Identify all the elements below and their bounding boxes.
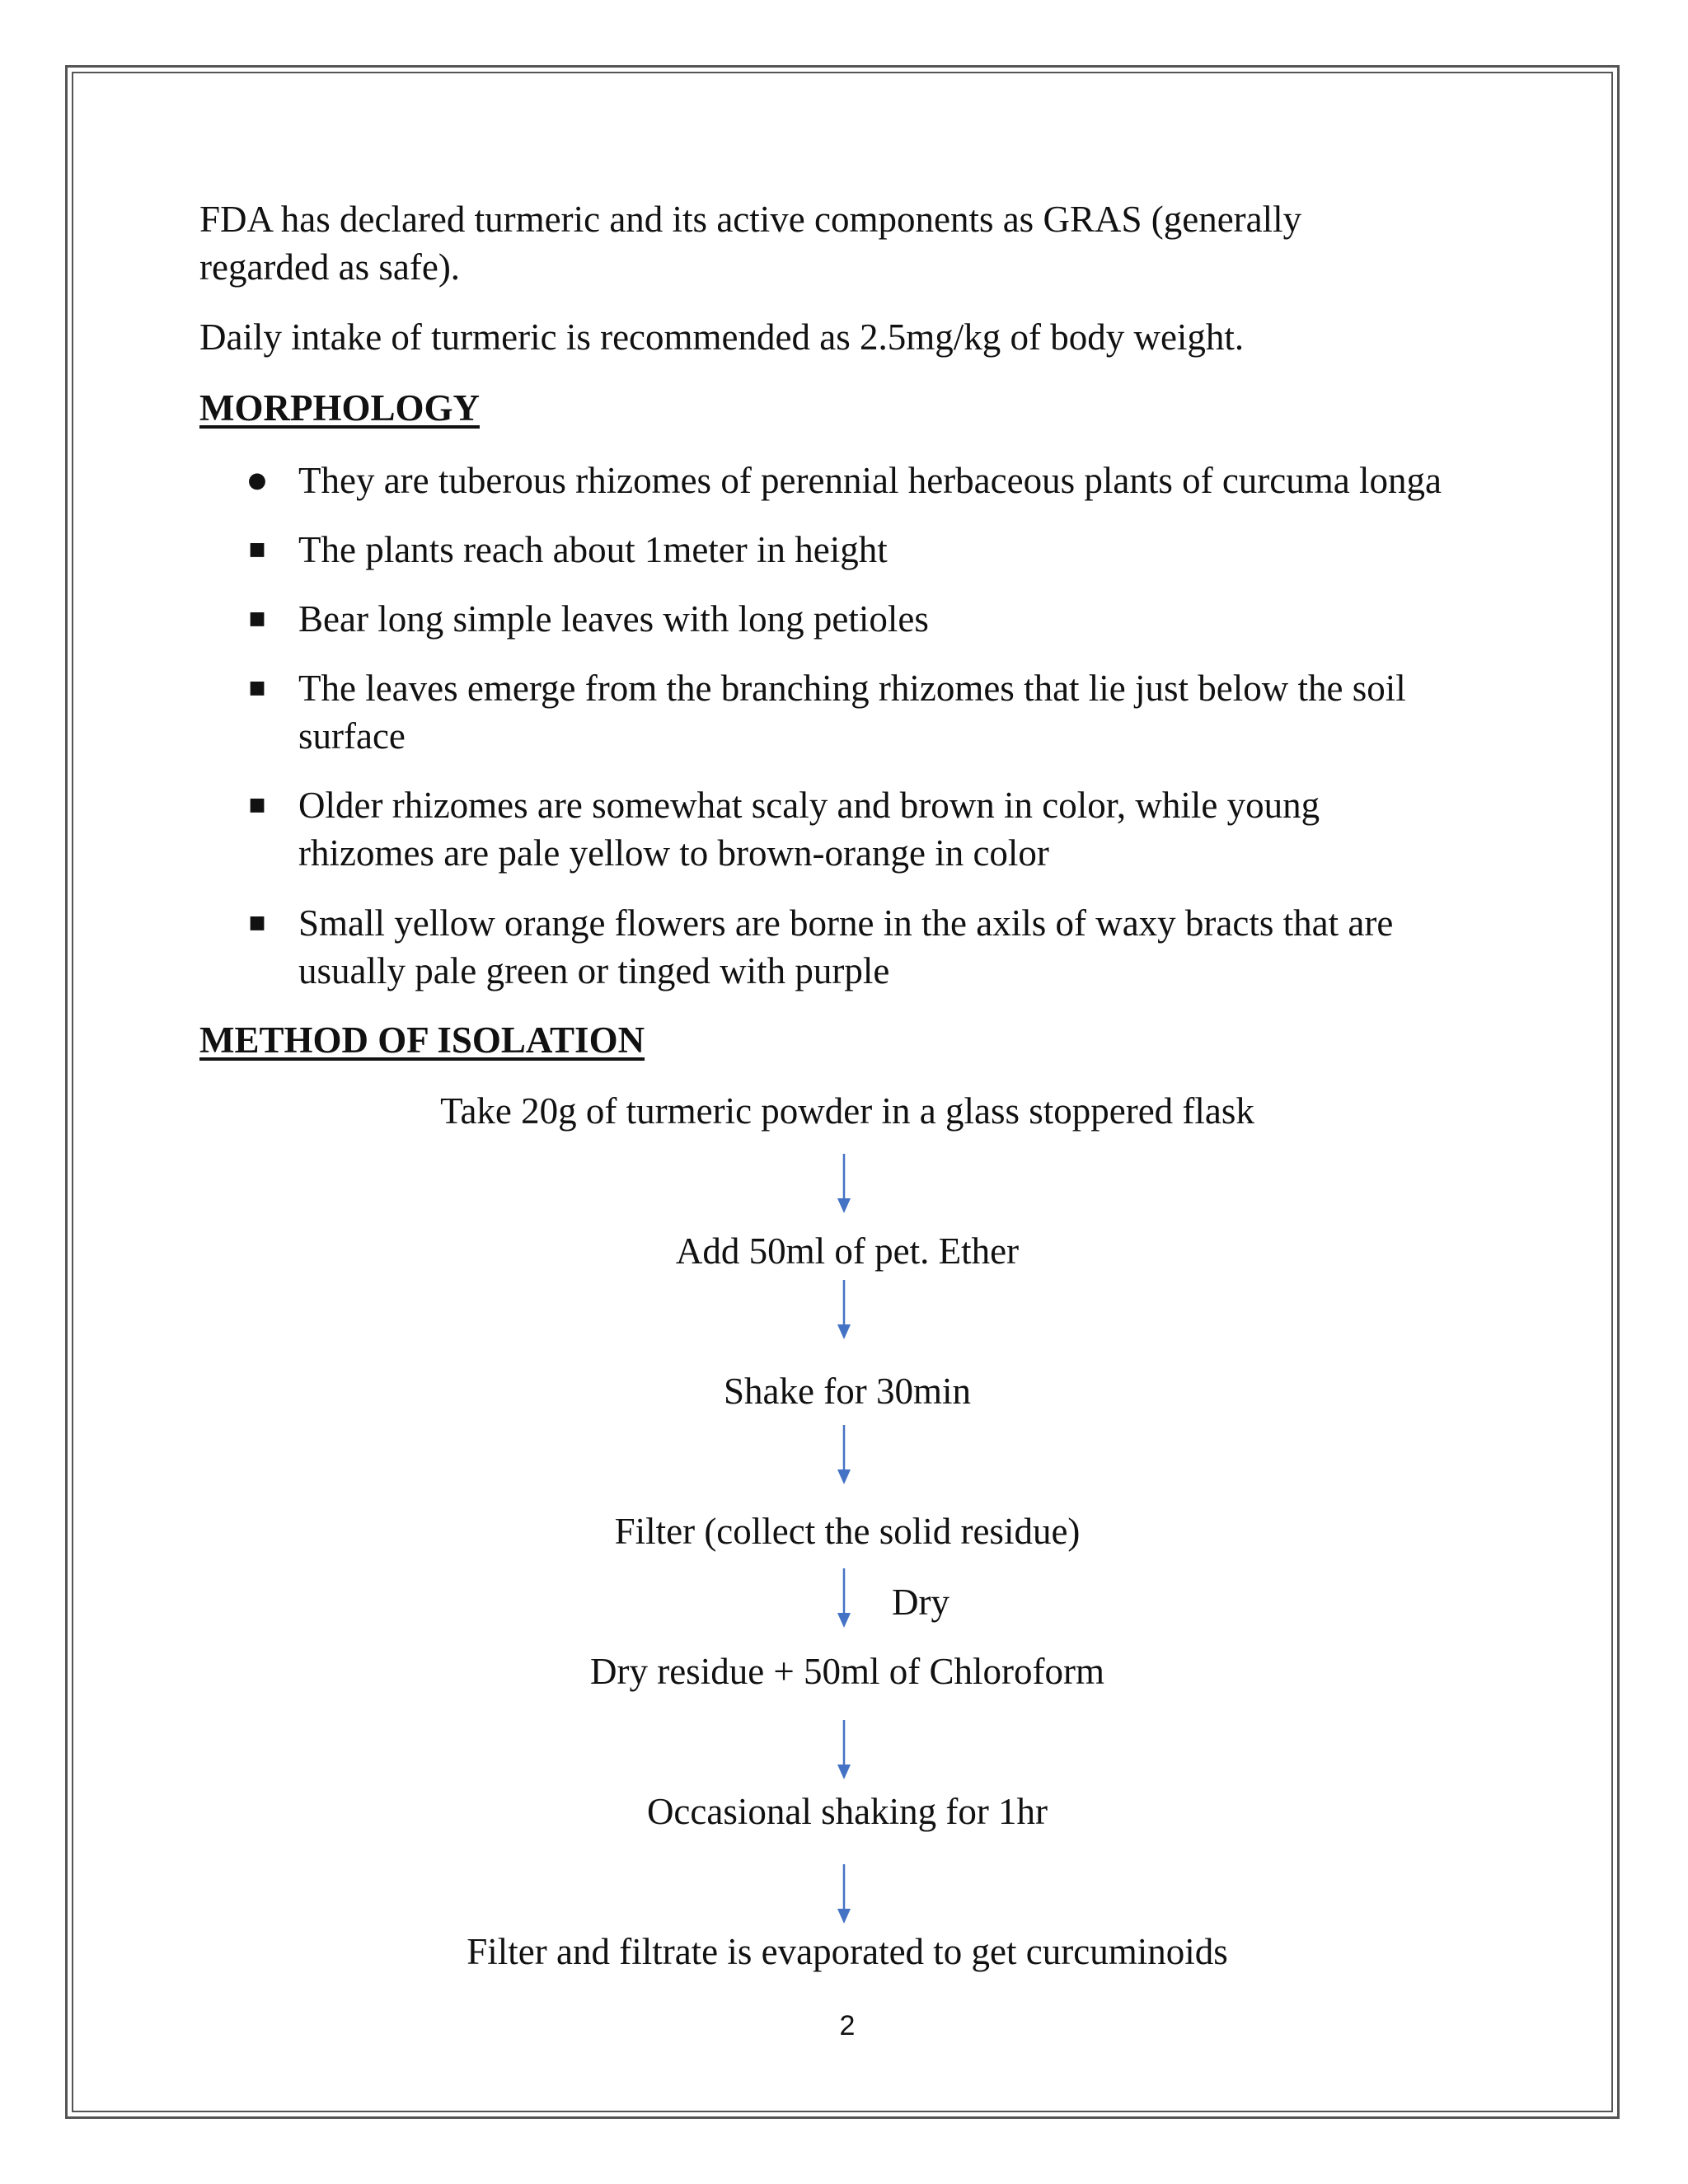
down-arrow-icon bbox=[834, 1568, 854, 1629]
bullet-line: usually pale green or tinged with purple bbox=[298, 950, 890, 991]
square-bullet-icon: ■ bbox=[248, 794, 266, 815]
page-number: 2 bbox=[839, 2010, 856, 2041]
square-bullet-icon: ■ bbox=[248, 677, 266, 698]
bullet-text bbox=[298, 595, 1518, 643]
daily-intake-paragraph: Daily intake of turmeric is recommended as 2.5mg/kg of body weight. bbox=[199, 316, 1245, 358]
intro-line-1: FDA has declared turmeric and its active components as GRAS (generally bbox=[199, 199, 1302, 240]
bullet-line: Bear long simple leaves with long petioles bbox=[298, 598, 929, 640]
flow-step-2: Add 50ml of pet. Ether bbox=[675, 1230, 1020, 1272]
square-bullet-icon: ■ bbox=[248, 539, 266, 560]
bullet-text bbox=[298, 781, 1518, 877]
flow-step-4: Filter (collect the solid residue) bbox=[614, 1511, 1081, 1552]
bullet-text bbox=[298, 526, 1518, 574]
flow-step-3: Shake for 30min bbox=[724, 1371, 971, 1412]
down-arrow-icon bbox=[834, 1154, 854, 1215]
bullet-line: Older rhizomes are somewhat scaly and brown in color, while young bbox=[298, 785, 1320, 826]
flow-step-5: Dry residue + 50ml of Chloroform bbox=[589, 1651, 1105, 1692]
bullet-text bbox=[298, 457, 1518, 504]
bullet-line: surface bbox=[298, 715, 406, 757]
down-arrow-icon bbox=[834, 1720, 854, 1781]
bullet-text bbox=[298, 664, 1518, 760]
flow-step-1: Take 20g of turmeric powder in a glass stoppered flask bbox=[440, 1090, 1254, 1132]
bullet-line: The plants reach about 1meter in height bbox=[298, 529, 888, 570]
down-arrow-icon bbox=[834, 1280, 854, 1341]
dry-label: Dry bbox=[892, 1582, 950, 1623]
bullet-line: The leaves emerge from the branching rhizomes that lie just below the soil bbox=[298, 668, 1406, 709]
flow-step-6: Occasional shaking for 1hr bbox=[646, 1791, 1048, 1832]
down-arrow-icon bbox=[834, 1425, 854, 1486]
square-bullet-icon: ■ bbox=[248, 608, 266, 629]
bullet-line: They are tuberous rhizomes of perennial herbaceous plants of curcuma longa bbox=[298, 460, 1442, 501]
disc-bullet-icon: ● bbox=[247, 468, 267, 493]
square-bullet-icon: ■ bbox=[248, 912, 266, 933]
bullet-line: rhizomes are pale yellow to brown-orange in color bbox=[298, 832, 1049, 874]
bullet-text bbox=[298, 899, 1518, 995]
morphology-heading: MORPHOLOGY bbox=[199, 387, 480, 429]
intro-paragraph bbox=[199, 195, 1518, 291]
isolation-heading: METHOD OF ISOLATION bbox=[199, 1019, 645, 1061]
down-arrow-icon bbox=[834, 1864, 854, 1925]
flow-step-7: Filter and filtrate is evaporated to get curcuminoids bbox=[467, 1931, 1228, 1972]
intro-line-2: regarded as safe). bbox=[199, 246, 461, 288]
bullet-line: Small yellow orange flowers are borne in the axils of waxy bracts that are bbox=[298, 902, 1394, 944]
